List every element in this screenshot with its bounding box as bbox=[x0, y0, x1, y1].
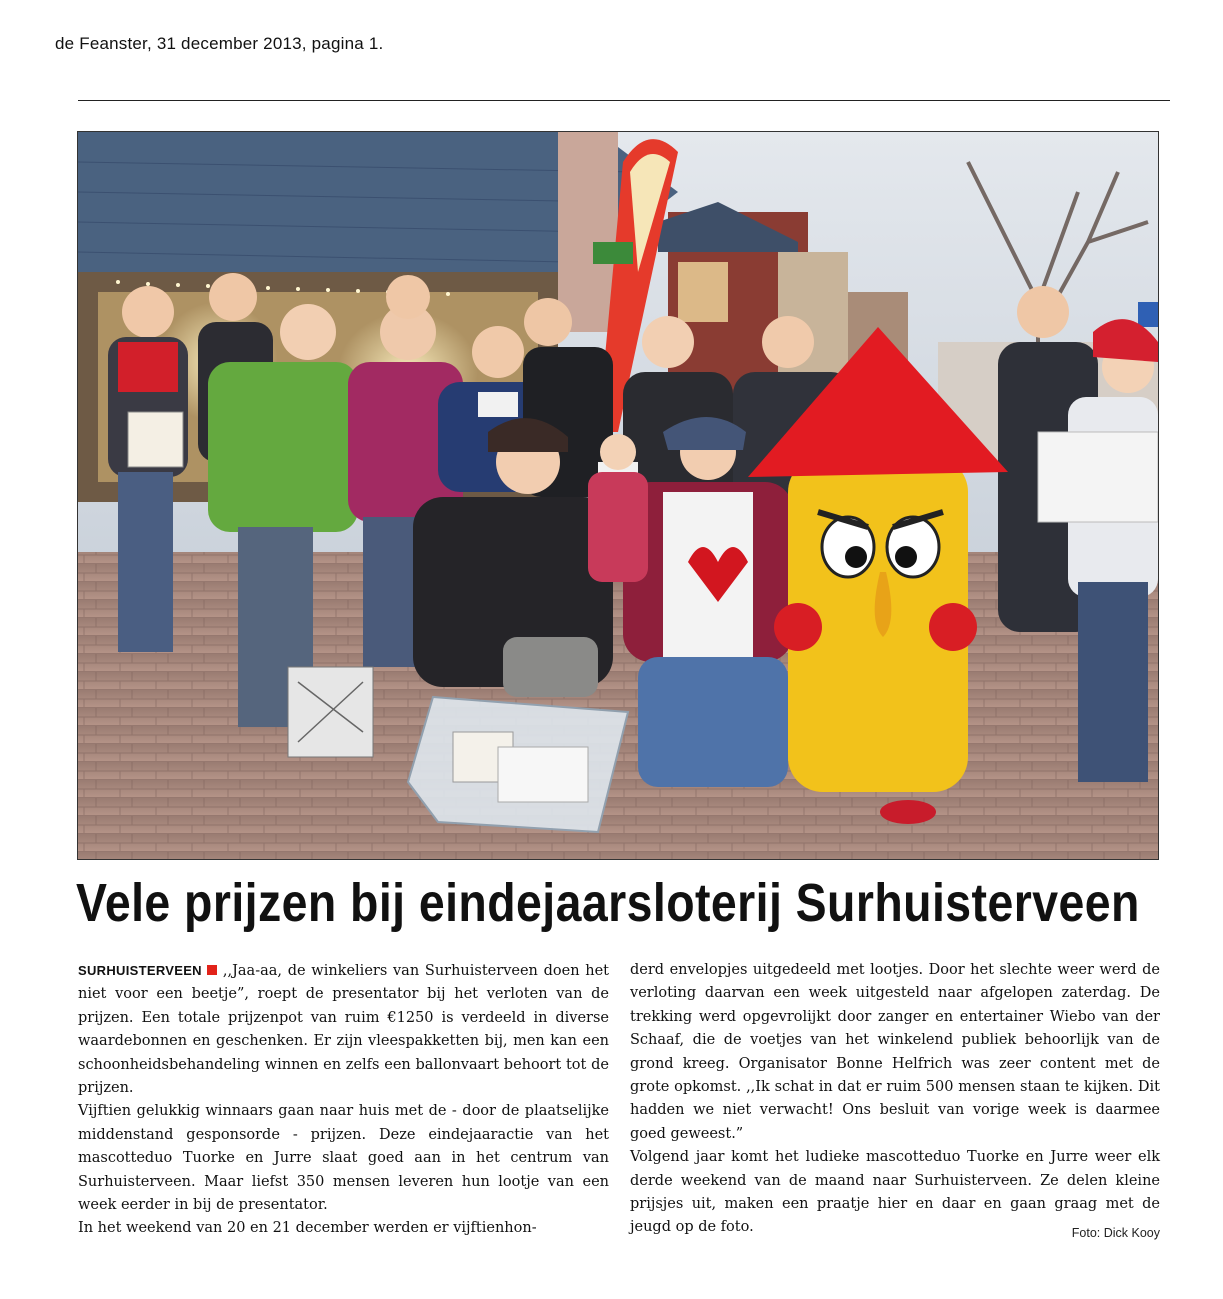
article-column-right bbox=[630, 959, 1160, 1240]
dateline-marker bbox=[207, 965, 217, 975]
article-paragraph-4: derd envelopjes uitgedeeld met lootjes. Door het slechte weer werd de verloting daarvan een week uitgesteld naar afgelopen zaterdag. De trekking werd opgevrolijkt door zanger en entertainer Wiebo van der Schaaf, die de voetjes van het winkelend publiek behoorlijk van de grond kreeg. Organisator Bonne Helfrich was zeer content met de grote opkomst. ,,Ik schat in dat er ruim 500 mensen staan te kijken. Dit hadden we niet verwacht! Ons besluit van vorige week is daarmee goed geweest.” bbox=[630, 962, 1160, 1142]
source-line: de Feanster, 31 december 2013, pagina 1. bbox=[55, 34, 384, 53]
article-paragraph-1: SURHUISTERVEEN ,,Jaa-aa, de winkeliers van Surhuisterveen doen het niet voor een beetje”, roept de presentator bij het verloten van de prijzen. Een totale prijzenpot van ruim €1250 is verdeeld in diverse waardebonnen en geschenken. Er zijn vleespakketten bij, men kan een schoonheidsbehandeling winnen en zelfs een ballonvaart behoort tot de prijzen. bbox=[78, 963, 609, 1097]
photo-credit: Foto: Dick Kooy bbox=[1071, 1226, 1160, 1240]
article-paragraph-3: In het weekend van 20 en 21 december werden er vijftienhon- bbox=[78, 1220, 537, 1237]
header-divider bbox=[78, 100, 1170, 101]
article-paragraph-2: Vijftien gelukkig winnaars gaan naar huis met de - door de plaatselijke middenstand gesponsorde - prijzen. Deze eindejaaractie van het mascotteduo Tuorke en Jurre slaat goed aan in het centrum van Surhuisterveen. Maar liefst 350 mensen leveren hun lootje van een week eerder in bij de presentator. bbox=[78, 1103, 609, 1214]
dateline: SURHUISTERVEEN bbox=[78, 963, 202, 978]
article-column-left bbox=[78, 959, 609, 1241]
article-paragraph-5: Volgend jaar komt het ludieke mascotteduo Tuorke en Jurre weer elk derde weekend van de maand naar Surhuisterveen. Ze delen kleine prijsjes uit, maken een praatje hier en daar en gaan graag met de jeugd op de foto. bbox=[630, 1149, 1160, 1236]
article-headline: Vele prijzen bij eindejaarsloterij Surhuisterveen bbox=[76, 873, 1140, 933]
article-photo bbox=[77, 131, 1159, 860]
